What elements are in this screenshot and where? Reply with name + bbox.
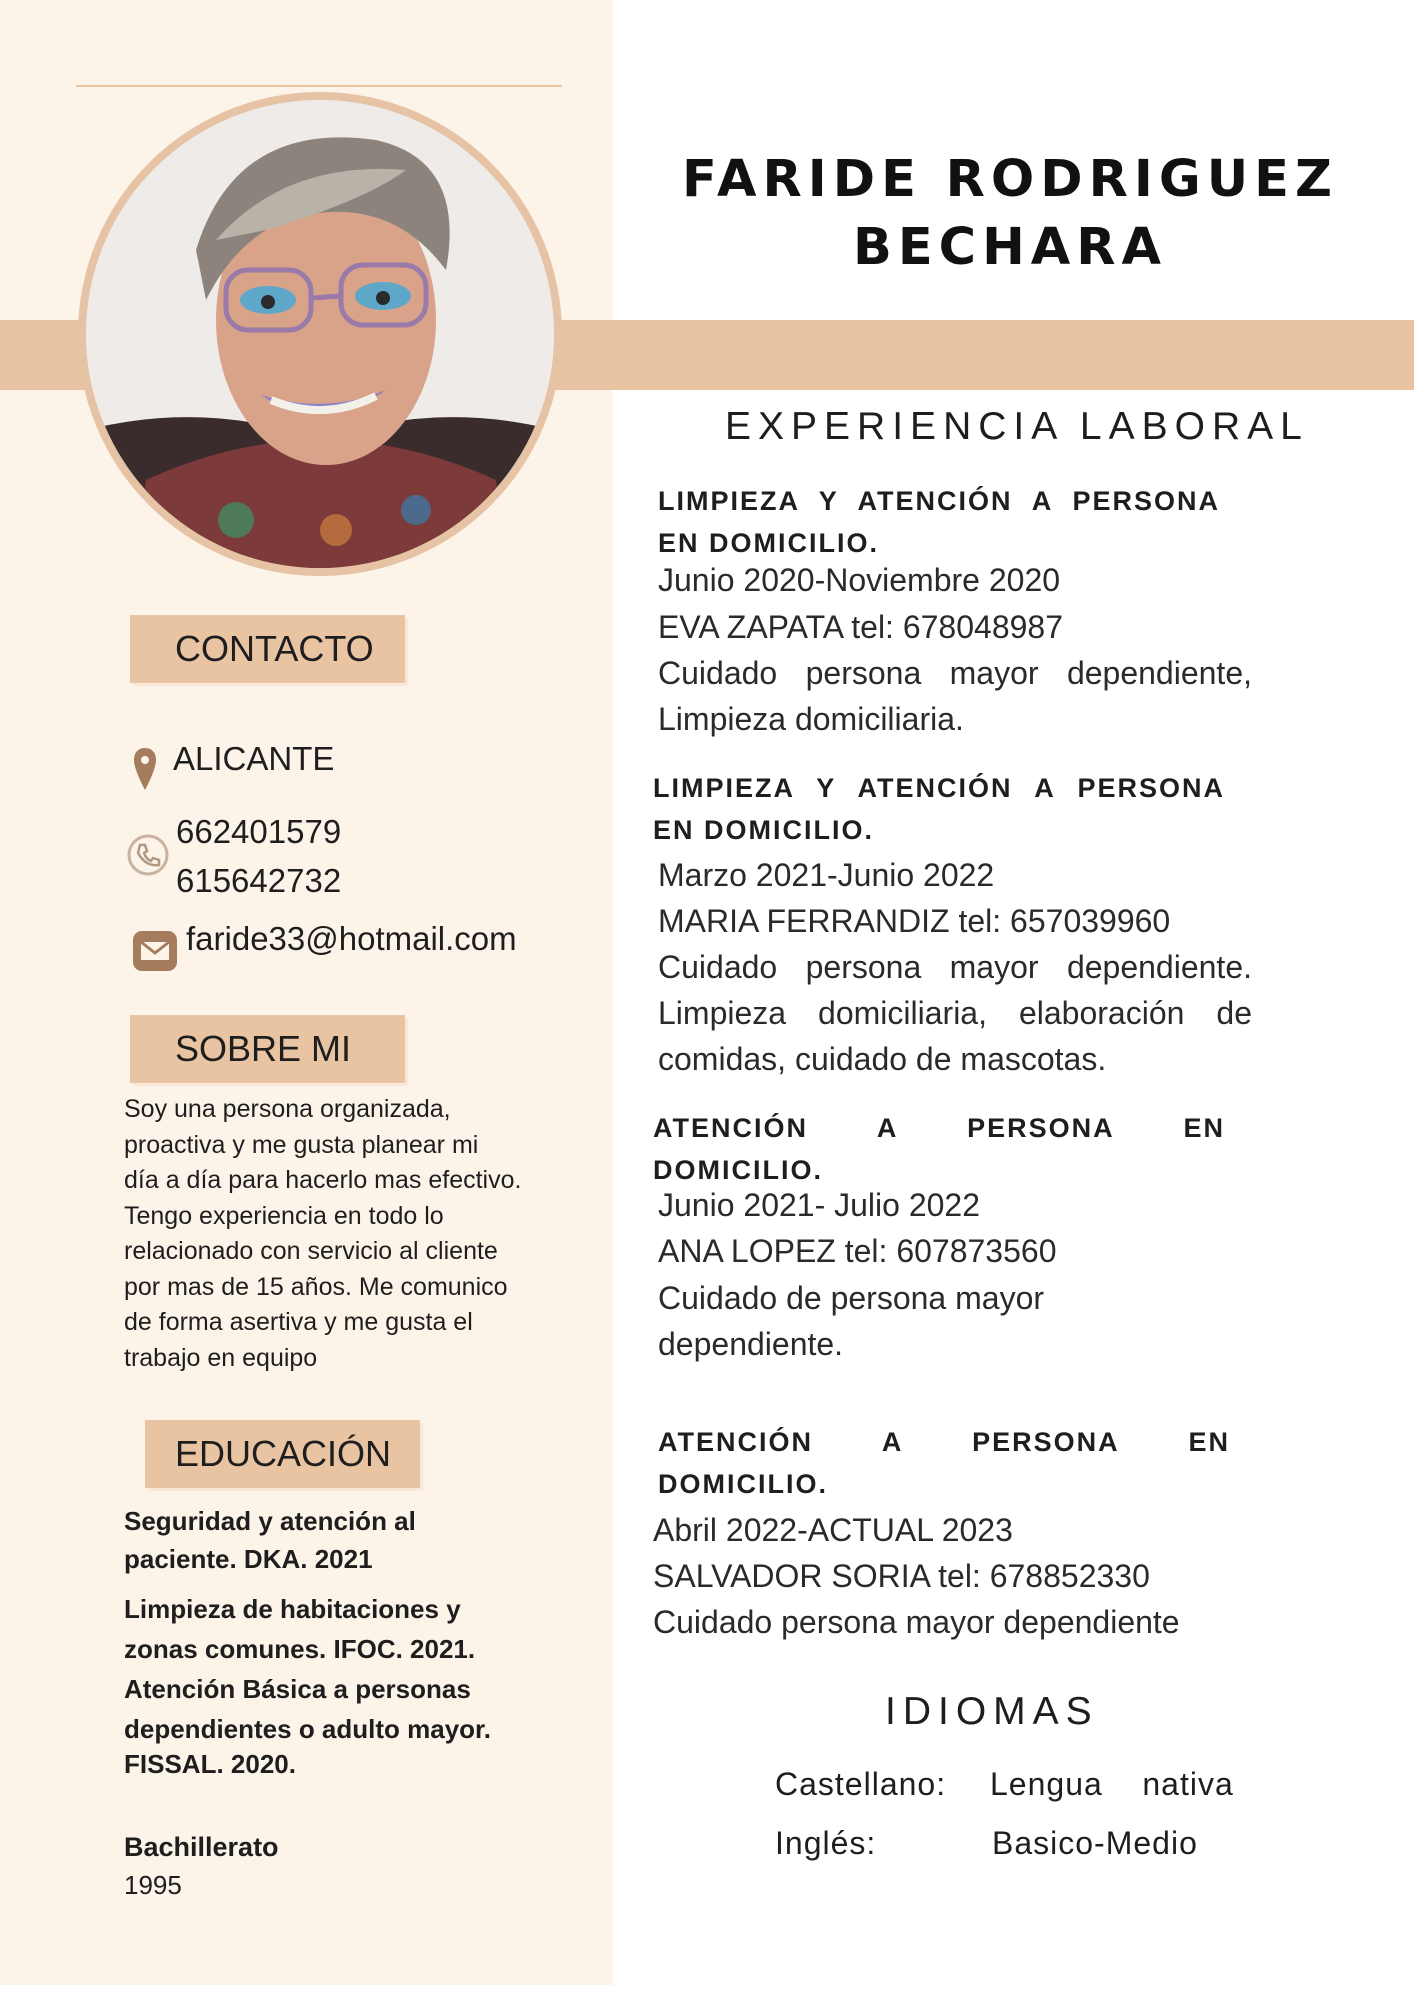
profile-photo <box>86 100 554 568</box>
job-4-dates: Abril 2022-ACTUAL 2023 <box>653 1512 1013 1548</box>
education-heading: EDUCACIÓN <box>175 1433 392 1474</box>
phone-1[interactable]: 662401579 <box>176 813 342 850</box>
education-item-4-year: 1995 <box>124 1870 182 1900</box>
job-3-desc-line: dependiente. <box>658 1326 844 1362</box>
contact-heading-tag <box>130 615 405 683</box>
job-2-desc-line: Limpieza domiciliaria, elaboración de <box>658 995 1252 1031</box>
job-title-line: DOMICILIO. <box>658 1469 828 1499</box>
phone-icon <box>126 833 170 877</box>
about-line: trabajo en equipo <box>124 1343 318 1372</box>
job-title-line: DOMICILIO. <box>653 1155 823 1185</box>
job-4-desc-line: Cuidado persona mayor dependiente <box>653 1604 1180 1640</box>
about-heading-tag <box>130 1015 405 1083</box>
languages-heading: IDIOMAS <box>885 1690 1099 1733</box>
name-line-1: FARIDE RODRIGUEZ <box>682 150 1338 209</box>
education-item-3 <box>124 1669 564 1779</box>
education-item-1-line: paciente. DKA. 2021 <box>124 1544 373 1574</box>
job-2-title <box>653 767 1223 851</box>
about-line: relacionado con servicio al cliente <box>124 1237 498 1265</box>
job-2-contact: MARIA FERRANDIZ tel: 657039960 <box>658 903 1171 939</box>
job-4-contact: SALVADOR SORIA tel: 678852330 <box>653 1558 1150 1594</box>
job-3-title <box>653 1107 1223 1191</box>
about-line: Tengo experiencia en todo lo <box>124 1201 444 1230</box>
about-line: Soy una persona organizada, <box>124 1095 451 1123</box>
job-2-desc-line: comidas, cuidado de mascotas. <box>658 1041 1107 1077</box>
education-item-2 <box>124 1589 564 1669</box>
job-title-line: ATENCIÓN A PERSONA EN <box>653 1113 1225 1143</box>
job-3-dates: Junio 2021- Julio 2022 <box>658 1187 981 1223</box>
job-1-dates: Junio 2020-Noviembre 2020 <box>658 562 1061 598</box>
job-1-desc-line: Limpieza domiciliaria. <box>658 701 964 737</box>
education-heading-tag <box>145 1420 420 1488</box>
job-2-dates: Marzo 2021-Junio 2022 <box>658 857 995 893</box>
experience-heading: EXPERIENCIA LABORAL <box>725 405 1309 448</box>
education-item-3-line: FISSAL. 2020. <box>124 1749 296 1779</box>
about-text <box>124 1092 564 1376</box>
envelope-icon <box>131 929 179 973</box>
job-title-line: LIMPIEZA Y ATENCIÓN A PERSONA <box>653 773 1225 803</box>
education-item-3-line: dependientes o adulto mayor. <box>124 1714 491 1744</box>
job-title-line: ATENCIÓN A PERSONA EN <box>658 1427 1230 1457</box>
language-name: Inglés: <box>775 1825 877 1861</box>
job-title-line: EN DOMICILIO. <box>653 815 874 845</box>
contact-heading: CONTACTO <box>175 628 374 669</box>
education-item-4-title: Bachillerato <box>124 1832 279 1862</box>
job-3-desc-line: Cuidado de persona mayor <box>658 1280 1045 1316</box>
education-item-2-line: zonas comunes. IFOC. 2021. <box>124 1634 476 1664</box>
job-2-desc-line: Cuidado persona mayor dependiente. <box>658 949 1252 985</box>
job-title-line: EN DOMICILIO. <box>658 528 879 558</box>
about-line: por mas de 15 años. Me comunico <box>124 1272 508 1301</box>
education-item-1 <box>124 1502 564 1578</box>
about-heading: SOBRE MI <box>175 1028 352 1069</box>
language-name: Castellano: <box>775 1766 947 1802</box>
job-4-title <box>658 1421 1228 1505</box>
job-1-title <box>658 480 1228 564</box>
about-line: proactiva y me gusta planear mi <box>124 1130 479 1159</box>
about-line: de forma asertiva y me gusta el <box>124 1308 473 1336</box>
about-line: día a día para hacerlo mas efectivo. <box>124 1166 522 1194</box>
phone-2[interactable]: 615642732 <box>176 862 342 899</box>
job-1-contact: EVA ZAPATA tel: 678048987 <box>658 609 1063 645</box>
job-title-line: LIMPIEZA Y ATENCIÓN A PERSONA <box>658 486 1220 516</box>
job-1-desc-line: Cuidado persona mayor dependiente, <box>658 655 1252 691</box>
education-item-1-line: Seguridad y atención al <box>124 1506 416 1536</box>
name-line-2: BECHARA <box>852 218 1168 277</box>
education-item-3-line: Atención Básica a personas <box>124 1674 471 1704</box>
education-item-2-line: Limpieza de habitaciones y <box>124 1594 461 1624</box>
city-text: ALICANTE <box>173 740 335 777</box>
email-link[interactable]: faride33@hotmail.com <box>186 920 517 957</box>
language-level: Basico-Medio <box>992 1825 1198 1861</box>
location-pin-icon <box>132 746 158 792</box>
divider-line <box>76 85 562 87</box>
job-3-contact: ANA LOPEZ tel: 607873560 <box>658 1233 1057 1269</box>
language-level: Lengua nativa <box>990 1766 1234 1802</box>
